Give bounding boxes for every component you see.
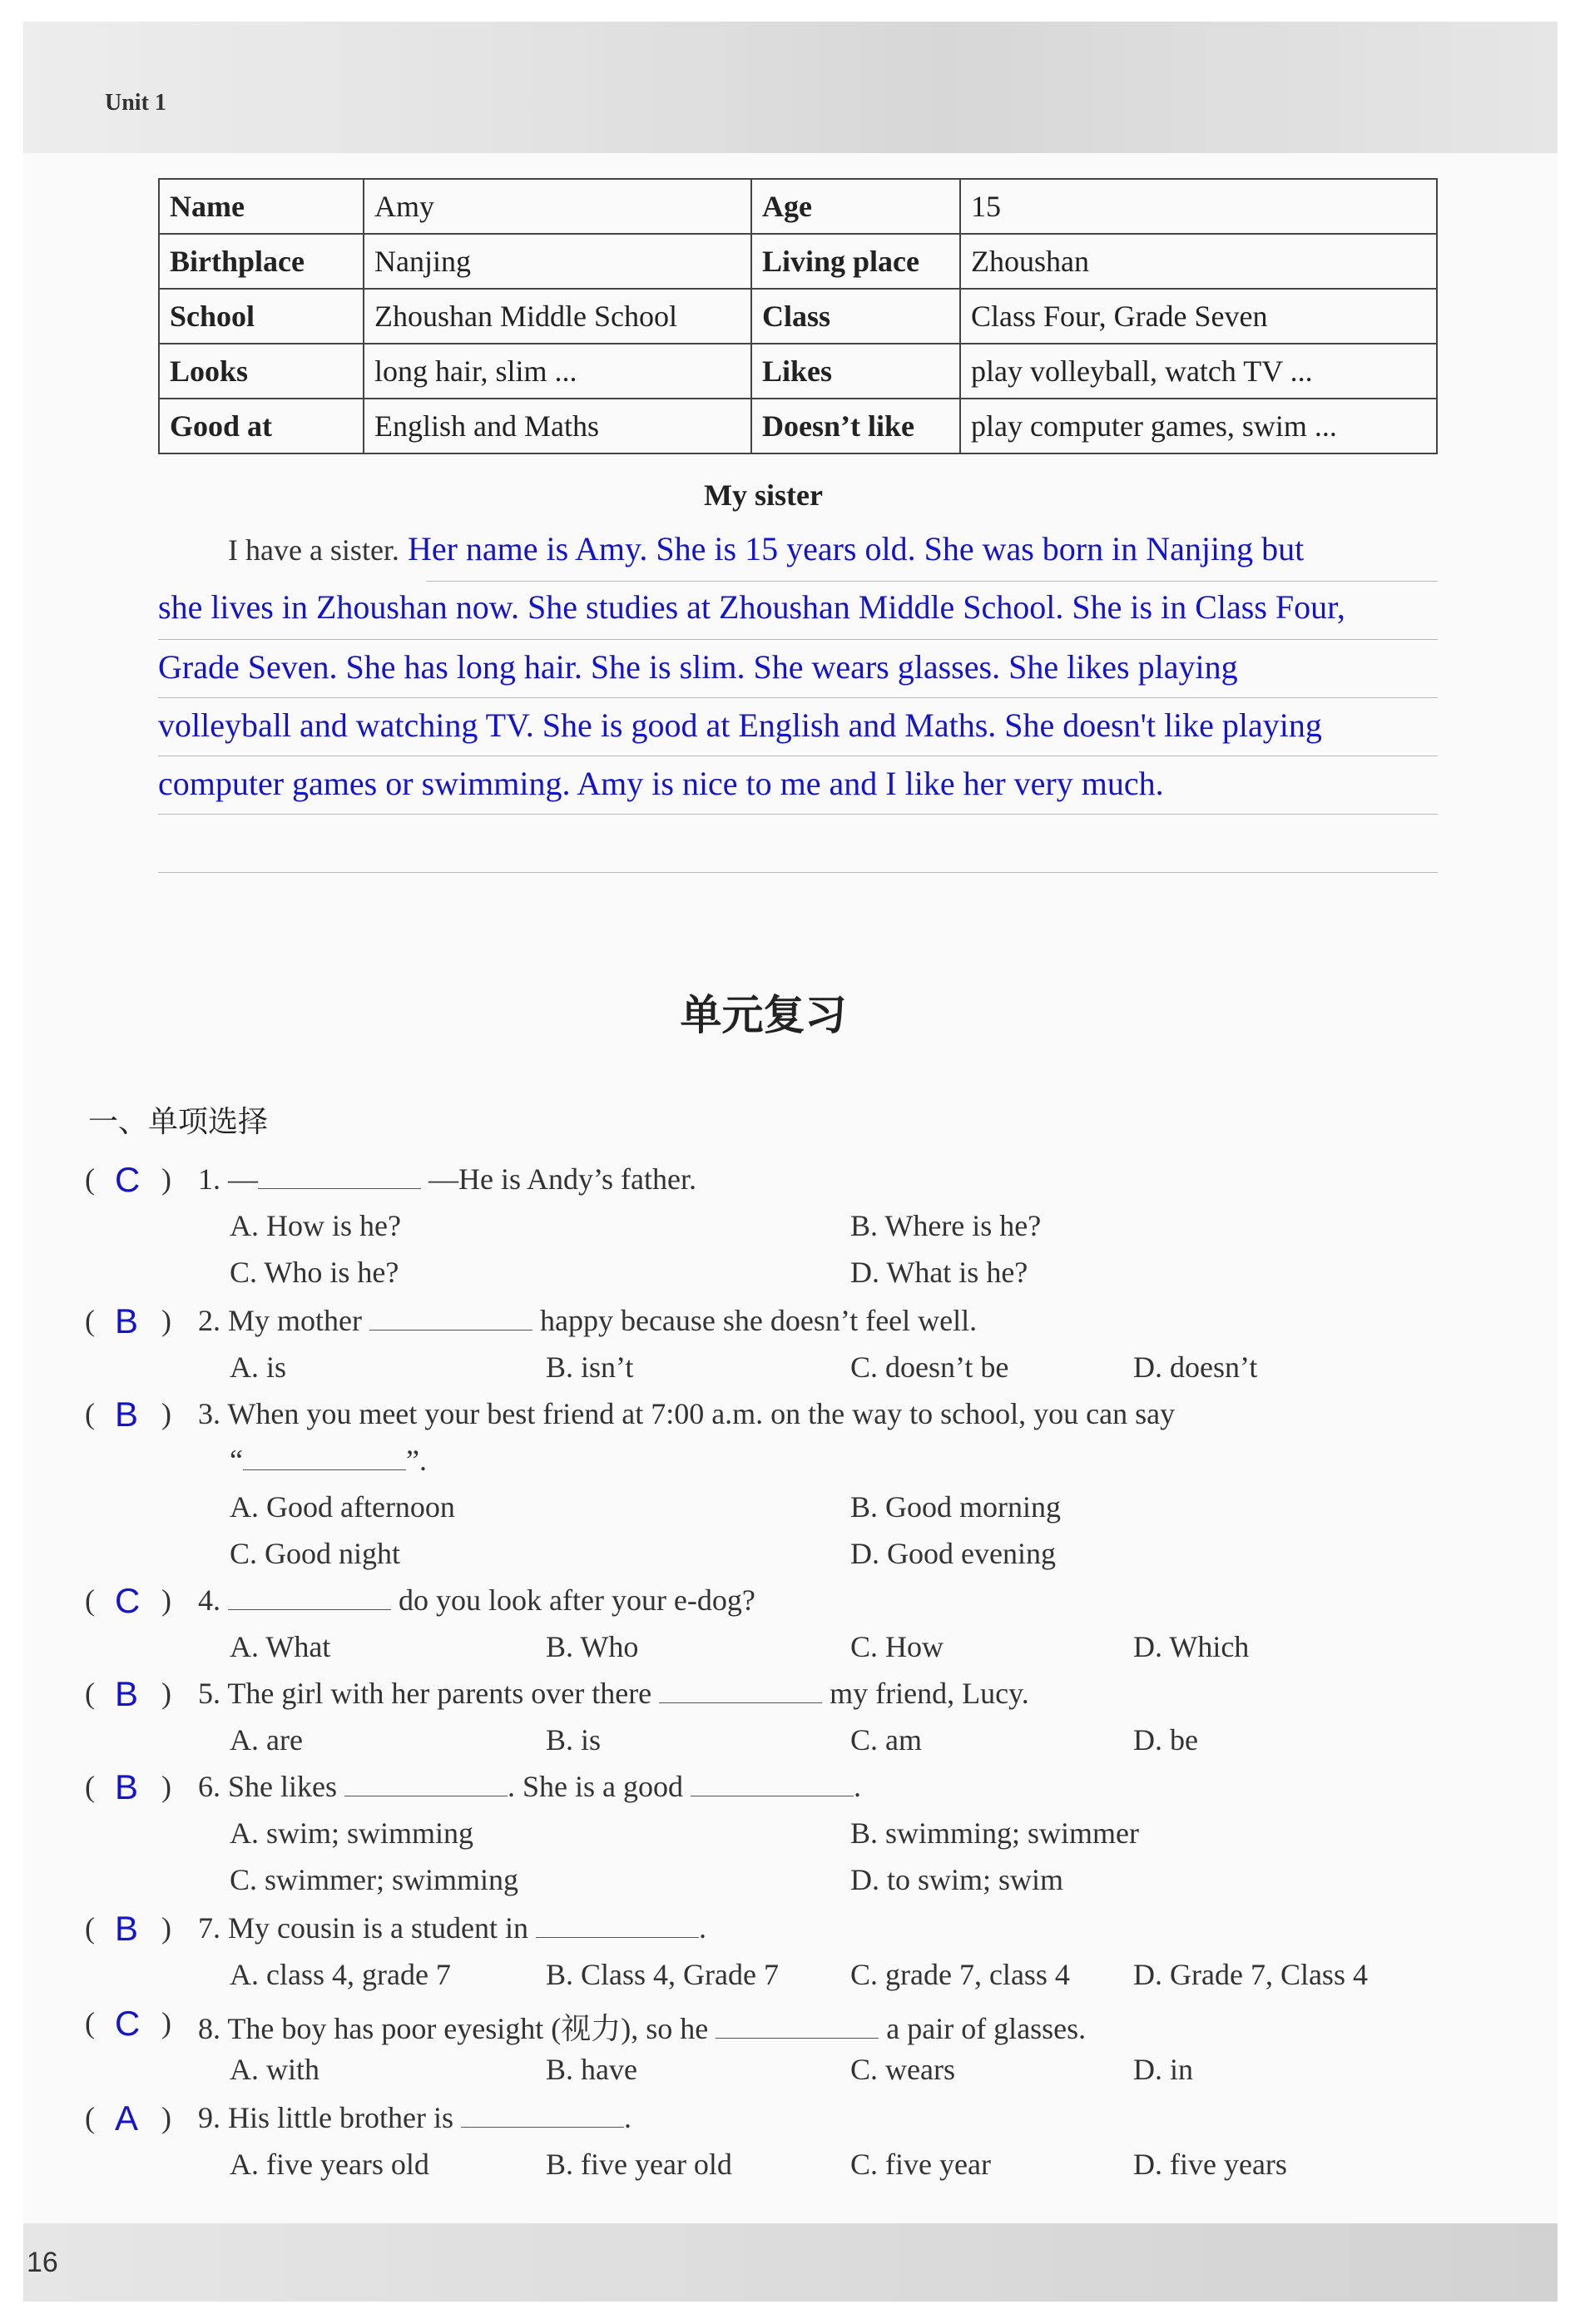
answer-blank[interactable] xyxy=(228,1584,391,1610)
option: D. Good evening xyxy=(850,1537,1056,1570)
answer-blank[interactable] xyxy=(691,1771,854,1796)
profile-key: Living place xyxy=(751,234,960,289)
option: C. How xyxy=(850,1630,944,1663)
essay-title: My sister xyxy=(704,478,823,512)
answer-mark: B xyxy=(115,1909,139,1948)
option: D. five years xyxy=(1133,2148,1287,2181)
option: A. class 4, grade 7 xyxy=(230,1958,451,1991)
answer-blank[interactable] xyxy=(344,1771,508,1796)
answer-mark: A xyxy=(115,2099,139,2138)
answer-blank[interactable] xyxy=(243,1444,406,1470)
option: B. swimming; swimmer xyxy=(850,1816,1140,1850)
option: D. in xyxy=(1133,2053,1193,2086)
profile-table xyxy=(158,178,1438,454)
header-band xyxy=(23,22,1558,153)
answer-mark: B xyxy=(115,1301,139,1340)
profile-key: Good at xyxy=(159,399,364,453)
option: B. five year old xyxy=(546,2148,732,2181)
answer-mark: B xyxy=(115,1395,139,1434)
header-notch xyxy=(50,153,1558,161)
essay-line-1 xyxy=(228,529,1304,568)
answer-blank[interactable] xyxy=(659,1677,822,1703)
essay-line-3: Grade Seven. She has long hair. She is slim. She wears glasses. She likes playing xyxy=(158,648,1238,686)
essay-rule xyxy=(158,872,1438,873)
answer-mark: C xyxy=(115,1581,141,1620)
option: C. doesn’t be xyxy=(850,1350,1009,1384)
option: D. Which xyxy=(1133,1630,1250,1663)
option: D. What is he? xyxy=(850,1256,1028,1289)
profile-key: Class xyxy=(751,289,960,344)
essay-line-4: volleyball and watching TV. She is good at English and Maths. She doesn't like playing xyxy=(158,706,1322,744)
answer-blank[interactable] xyxy=(369,1305,532,1330)
answer-mark: C xyxy=(115,1160,141,1199)
footer-band xyxy=(23,2223,1558,2302)
page-number: 16 xyxy=(27,2247,58,2278)
essay-rule xyxy=(158,639,1438,640)
essay-line-5: computer games or swimming. Amy is nice to me and I like her very much. xyxy=(158,765,1164,802)
option: B. have xyxy=(546,2053,637,2086)
profile-value: play computer games, swim ... xyxy=(960,399,1437,453)
profile-value: Zhoushan Middle School xyxy=(364,289,751,344)
answer-blank[interactable] xyxy=(461,2102,624,2128)
profile-key: Looks xyxy=(159,344,364,399)
answer-mark: C xyxy=(115,2004,141,2043)
unit-label: Unit 1 xyxy=(105,90,166,116)
profile-value: English and Maths xyxy=(364,399,751,453)
profile-key: Likes xyxy=(751,344,960,399)
profile-value: Zhoushan xyxy=(960,234,1437,289)
profile-key: Birthplace xyxy=(159,234,364,289)
option: B. is xyxy=(546,1723,602,1757)
profile-value: long hair, slim ... xyxy=(364,344,751,399)
profile-row xyxy=(159,344,1437,399)
option: B. Class 4, Grade 7 xyxy=(546,1958,779,1991)
option: A. How is he? xyxy=(230,1209,401,1242)
part-title: 一、单项选择 xyxy=(88,1105,269,1139)
option: A. swim; swimming xyxy=(230,1816,474,1850)
option: C. am xyxy=(850,1723,922,1757)
option: A. five years old xyxy=(230,2148,429,2181)
profile-value: play volleyball, watch TV ... xyxy=(960,344,1437,399)
answer-mark: B xyxy=(115,1674,139,1713)
option: B. isn’t xyxy=(546,1350,634,1384)
option: D. Grade 7, Class 4 xyxy=(1133,1958,1368,1991)
essay-handwritten: Her name is Amy. She is 15 years old. She was born in Nanjing but xyxy=(407,530,1305,567)
option: A. is xyxy=(230,1350,287,1384)
option: A. Good afternoon xyxy=(230,1490,455,1524)
option: D. doesn’t xyxy=(1133,1350,1258,1384)
essay-rule xyxy=(158,814,1438,815)
essay-rule xyxy=(426,581,1438,582)
option: C. Who is he? xyxy=(230,1256,399,1289)
option: C. swimmer; swimming xyxy=(230,1863,519,1896)
option: B. Who xyxy=(546,1630,639,1663)
profile-row xyxy=(159,234,1437,289)
answer-blank[interactable] xyxy=(258,1163,421,1189)
answer-blank[interactable] xyxy=(716,2013,879,2039)
option: B. Good morning xyxy=(850,1490,1062,1524)
option: A. are xyxy=(230,1723,303,1757)
profile-key: School xyxy=(159,289,364,344)
option: C. wears xyxy=(850,2053,955,2086)
answer-blank[interactable] xyxy=(536,1912,699,1938)
option: D. be xyxy=(1133,1723,1198,1757)
essay-printed-start: I have a sister. xyxy=(228,533,399,567)
option: C. five year xyxy=(850,2148,991,2181)
answer-mark: B xyxy=(115,1767,139,1806)
option: A. What xyxy=(230,1630,331,1663)
profile-row xyxy=(159,289,1437,344)
essay-line-2: she lives in Zhoushan now. She studies at Zhoushan Middle School. She is in Class Four, xyxy=(158,588,1345,626)
profile-row xyxy=(159,179,1437,234)
option: D. to swim; swim xyxy=(850,1863,1064,1896)
profile-value: 15 xyxy=(960,179,1437,234)
profile-key: Name xyxy=(159,179,364,234)
profile-value: Nanjing xyxy=(364,234,751,289)
option: A. with xyxy=(230,2053,319,2086)
section-title: 单元复习 xyxy=(680,991,847,1039)
option: C. Good night xyxy=(230,1537,401,1570)
essay-rule xyxy=(158,697,1438,698)
profile-row xyxy=(159,399,1437,453)
option: C. grade 7, class 4 xyxy=(850,1958,1070,1991)
profile-value: Amy xyxy=(364,179,751,234)
option: B. Where is he? xyxy=(850,1209,1042,1242)
profile-key: Age xyxy=(751,179,960,234)
profile-key: Doesn’t like xyxy=(751,399,960,453)
profile-value: Class Four, Grade Seven xyxy=(960,289,1437,344)
